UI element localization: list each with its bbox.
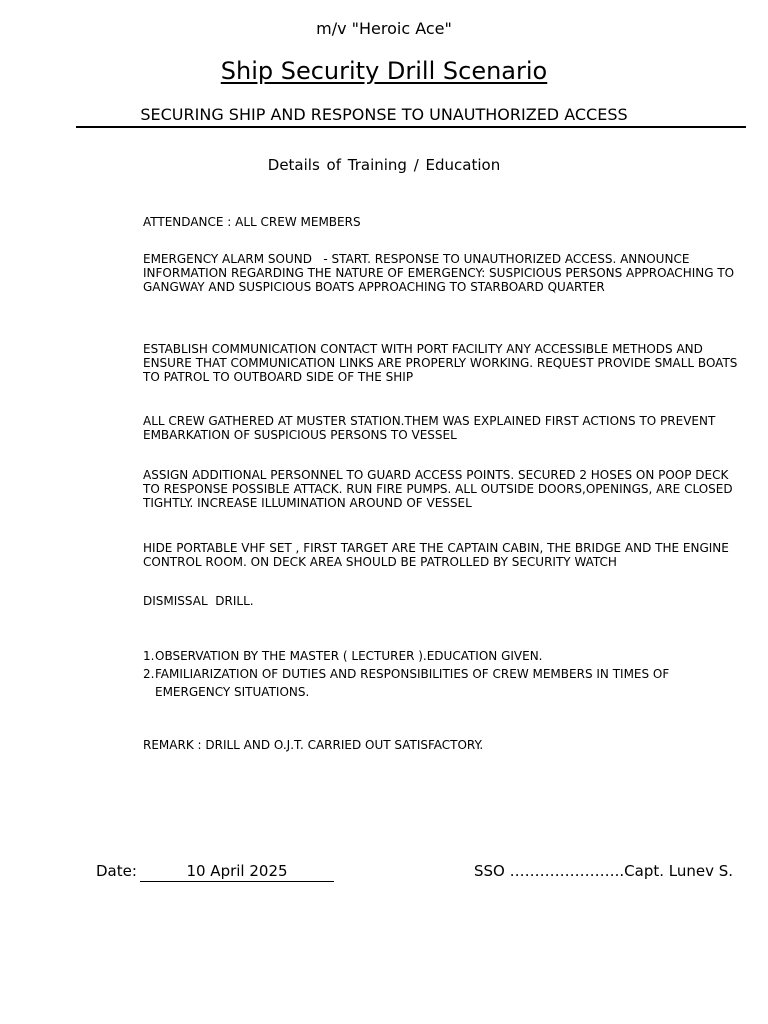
list-item-text: OBSERVATION BY THE MASTER ( LECTURER ).EDUCATION GIVEN. — [155, 649, 543, 663]
list-item — [143, 647, 743, 665]
title-divider — [76, 126, 746, 128]
attendance-paragraph: ATTENDANCE : ALL CREW MEMBERS — [143, 215, 361, 229]
dismissal-paragraph: DISMISSAL DRILL. — [143, 594, 254, 608]
list-item — [143, 665, 743, 701]
remark-paragraph: REMARK : DRILL AND O.J.T. CARRIED OUT SATISFACTORY. — [143, 738, 484, 752]
alarm-paragraph: EMERGENCY ALARM SOUND - START. RESPONSE TO UNAUTHORIZED ACCESS. ANNOUNCE INFORMATION REGARDING THE NATURE OF EMERGENCY: SUSPICIOUS PERSONS APPROACHING TO GANGWAY AND SUSPICIOUS BOATS APPROACHING TO STARBOARD QUARTER — [143, 252, 738, 294]
hide-vhf-paragraph: HIDE PORTABLE VHF SET , FIRST TARGET ARE THE CAPTAIN CABIN, THE BRIDGE AND THE ENGINE CONTROL ROOM. ON DECK AREA SHOULD BE PATROLLED BY SECURITY WATCH — [143, 541, 733, 569]
date-label: Date: — [96, 862, 137, 880]
muster-paragraph: ALL CREW GATHERED AT MUSTER STATION.THEM WAS EXPLAINED FIRST ACTIONS TO PREVENT EMBARKATION OF SUSPICIOUS PERSONS TO VESSEL — [143, 414, 720, 442]
list-item-text: FAMILIARIZATION OF DUTIES AND RESPONSIBILITIES OF CREW MEMBERS IN TIMES OF EMERGENCY SITUATIONS. — [155, 667, 670, 699]
communication-paragraph: ESTABLISH COMMUNICATION CONTACT WITH PORT FACILITY ANY ACCESSIBLE METHODS AND ENSURE THAT COMMUNICATION LINKS ARE PROPERLY WORKING. REQUEST PROVIDE SMALL BOATS TO PATROL TO OUTBOARD SIDE OF THE SHIP — [143, 342, 742, 384]
document-title: Ship Security Drill Scenario — [220, 57, 548, 85]
observation-list — [143, 647, 743, 701]
list-item-number: 1. — [143, 649, 155, 663]
section-heading: Details of Training / Education — [267, 156, 501, 174]
date-field: 10 April 2025 — [140, 862, 334, 882]
vessel-name: m/v "Heroic Ace" — [316, 19, 452, 38]
assign-paragraph: ASSIGN ADDITIONAL PERSONNEL TO GUARD ACCESS POINTS. SECURED 2 HOSES ON POOP DECK TO RESPONSE POSSIBLE ATTACK. RUN FIRE PUMPS. ALL OUTSIDE DOORS,OPENINGS, ARE CLOSED TIGHTLY. INCREASE ILLUMINATION AROUND OF VESSEL — [143, 468, 737, 510]
list-item-number: 2. — [143, 667, 155, 681]
sso-signature-line: SSO …………………..Capt. Lunev S. — [474, 862, 734, 880]
document-subtitle: SECURING SHIP AND RESPONSE TO UNAUTHORIZED ACCESS — [140, 105, 628, 124]
